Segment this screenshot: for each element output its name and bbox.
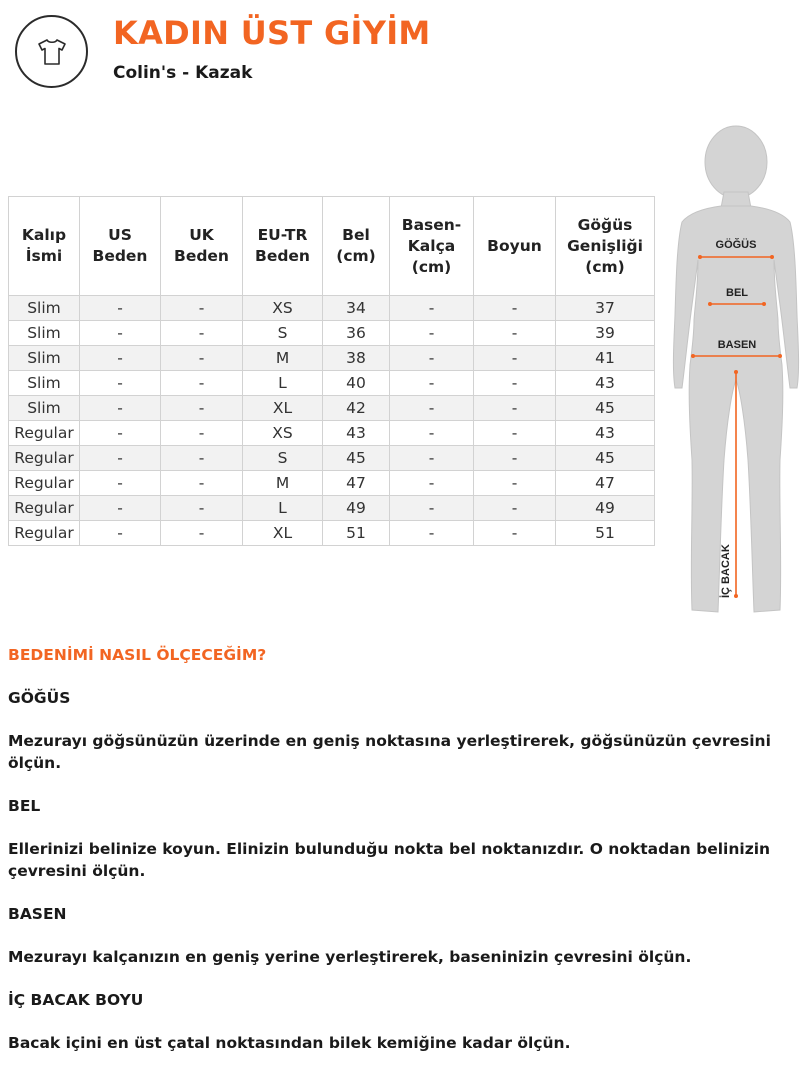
table-cell: -: [390, 396, 474, 421]
table-cell: 37: [556, 296, 655, 321]
table-row: [9, 446, 655, 471]
table-cell: L: [243, 496, 323, 521]
measurement-guide: [8, 642, 803, 1073]
table-cell: -: [80, 496, 161, 521]
table-cell: 43: [323, 421, 390, 446]
table-cell: 47: [323, 471, 390, 496]
table-cell: -: [390, 296, 474, 321]
column-header: Bel (cm): [323, 197, 390, 296]
table-cell: -: [390, 321, 474, 346]
table-cell: 40: [323, 371, 390, 396]
table-cell: -: [161, 471, 243, 496]
table-cell: Regular: [9, 496, 80, 521]
table-cell: -: [474, 321, 556, 346]
table-cell: -: [390, 346, 474, 371]
table-cell: Regular: [9, 446, 80, 471]
table-cell: 43: [556, 371, 655, 396]
inseam-label: İÇ BACAK: [720, 544, 732, 598]
table-row: [9, 421, 655, 446]
table-cell: -: [161, 446, 243, 471]
table-cell: -: [390, 371, 474, 396]
table-cell: S: [243, 446, 323, 471]
table-row: [9, 396, 655, 421]
table-cell: 45: [556, 396, 655, 421]
column-header: Basen- Kalça (cm): [390, 197, 474, 296]
table-row: [9, 296, 655, 321]
table-cell: XS: [243, 421, 323, 446]
table-cell: 36: [323, 321, 390, 346]
table-cell: -: [474, 421, 556, 446]
table-row: [9, 496, 655, 521]
body-measurement-figure: [668, 120, 808, 620]
table-cell: 45: [556, 446, 655, 471]
table-cell: 47: [556, 471, 655, 496]
table-cell: -: [161, 296, 243, 321]
table-cell: XL: [243, 396, 323, 421]
table-row: [9, 471, 655, 496]
size-table: [8, 196, 655, 546]
table-cell: -: [161, 496, 243, 521]
column-header: Göğüs Genişliği (cm): [556, 197, 655, 296]
guide-section-text: Mezurayı kalçanızın en geniş yerine yerleştirerek, baseninizin çevresini ölçün.: [8, 948, 692, 966]
table-cell: Slim: [9, 346, 80, 371]
table-cell: 43: [556, 421, 655, 446]
table-cell: XS: [243, 296, 323, 321]
table-cell: -: [474, 346, 556, 371]
table-cell: 38: [323, 346, 390, 371]
page-subtitle: Colin's - Kazak: [113, 63, 253, 83]
tshirt-icon: [35, 37, 69, 67]
table-cell: Slim: [9, 321, 80, 346]
column-header: US Beden: [80, 197, 161, 296]
column-header: Kalıp İsmi: [9, 197, 80, 296]
table-cell: -: [80, 321, 161, 346]
table-cell: 39: [556, 321, 655, 346]
waist-label: BEL: [726, 287, 748, 299]
page-title: KADIN ÜST GİYİM: [113, 14, 431, 52]
chest-label: GÖĞÜS: [715, 239, 757, 251]
table-cell: 51: [556, 521, 655, 546]
table-row: [9, 371, 655, 396]
table-cell: Regular: [9, 421, 80, 446]
table-cell: M: [243, 471, 323, 496]
table-cell: -: [161, 396, 243, 421]
table-cell: Slim: [9, 296, 80, 321]
guide-section-text: Ellerinizi belinize koyun. Elinizin bulunduğu nokta bel noktanızdır. O noktadan belinizin çevresini ölçün.: [8, 840, 771, 880]
table-cell: -: [390, 471, 474, 496]
table-cell: Regular: [9, 521, 80, 546]
table-cell: 49: [323, 496, 390, 521]
table-cell: -: [161, 346, 243, 371]
table-cell: 49: [556, 496, 655, 521]
hip-label: BASEN: [717, 339, 757, 351]
table-row: [9, 521, 655, 546]
table-cell: Regular: [9, 471, 80, 496]
inseam-measure: [734, 370, 738, 598]
guide-section-label: BASEN: [8, 905, 67, 923]
table-cell: 45: [323, 446, 390, 471]
table-cell: -: [80, 471, 161, 496]
table-cell: -: [390, 521, 474, 546]
table-cell: 51: [323, 521, 390, 546]
column-header: Boyun: [474, 197, 556, 296]
table-cell: -: [80, 296, 161, 321]
table-cell: -: [80, 421, 161, 446]
table-cell: -: [161, 371, 243, 396]
guide-section-label: BEL: [8, 797, 41, 815]
column-header: EU-TR Beden: [243, 197, 323, 296]
table-row: [9, 346, 655, 371]
table-cell: 41: [556, 346, 655, 371]
table-cell: -: [474, 396, 556, 421]
table-cell: -: [474, 521, 556, 546]
table-row: [9, 321, 655, 346]
table-cell: -: [390, 446, 474, 471]
table-cell: -: [474, 471, 556, 496]
table-cell: 34: [323, 296, 390, 321]
guide-section-label: İÇ BACAK BOYU: [8, 991, 144, 1009]
table-cell: -: [80, 346, 161, 371]
table-cell: Slim: [9, 396, 80, 421]
table-cell: -: [161, 521, 243, 546]
table-cell: -: [390, 496, 474, 521]
table-cell: -: [474, 446, 556, 471]
table-cell: -: [161, 321, 243, 346]
table-cell: Slim: [9, 371, 80, 396]
table-cell: L: [243, 371, 323, 396]
table-cell: -: [80, 446, 161, 471]
table-cell: S: [243, 321, 323, 346]
table-cell: -: [80, 396, 161, 421]
guide-section-text: Bacak içini en üst çatal noktasından bilek kemiğine kadar ölçün.: [8, 1034, 571, 1052]
table-header-row: [9, 197, 655, 296]
guide-section-text: Mezurayı göğsünüzün üzerinde en geniş noktasına yerleştirerek, göğsünüzün çevresini ölçün.: [8, 732, 771, 772]
table-cell: -: [161, 421, 243, 446]
tshirt-icon-badge: [15, 15, 88, 88]
guide-section-label: GÖĞÜS: [8, 689, 71, 707]
table-cell: 42: [323, 396, 390, 421]
table-cell: -: [474, 496, 556, 521]
table-cell: -: [474, 371, 556, 396]
table-cell: -: [474, 296, 556, 321]
table-cell: -: [80, 371, 161, 396]
table-cell: XL: [243, 521, 323, 546]
table-cell: -: [390, 421, 474, 446]
guide-heading: BEDENİMİ NASIL ÖLÇECEĞİM?: [8, 646, 267, 664]
column-header: UK Beden: [161, 197, 243, 296]
table-cell: -: [80, 521, 161, 546]
table-cell: M: [243, 346, 323, 371]
